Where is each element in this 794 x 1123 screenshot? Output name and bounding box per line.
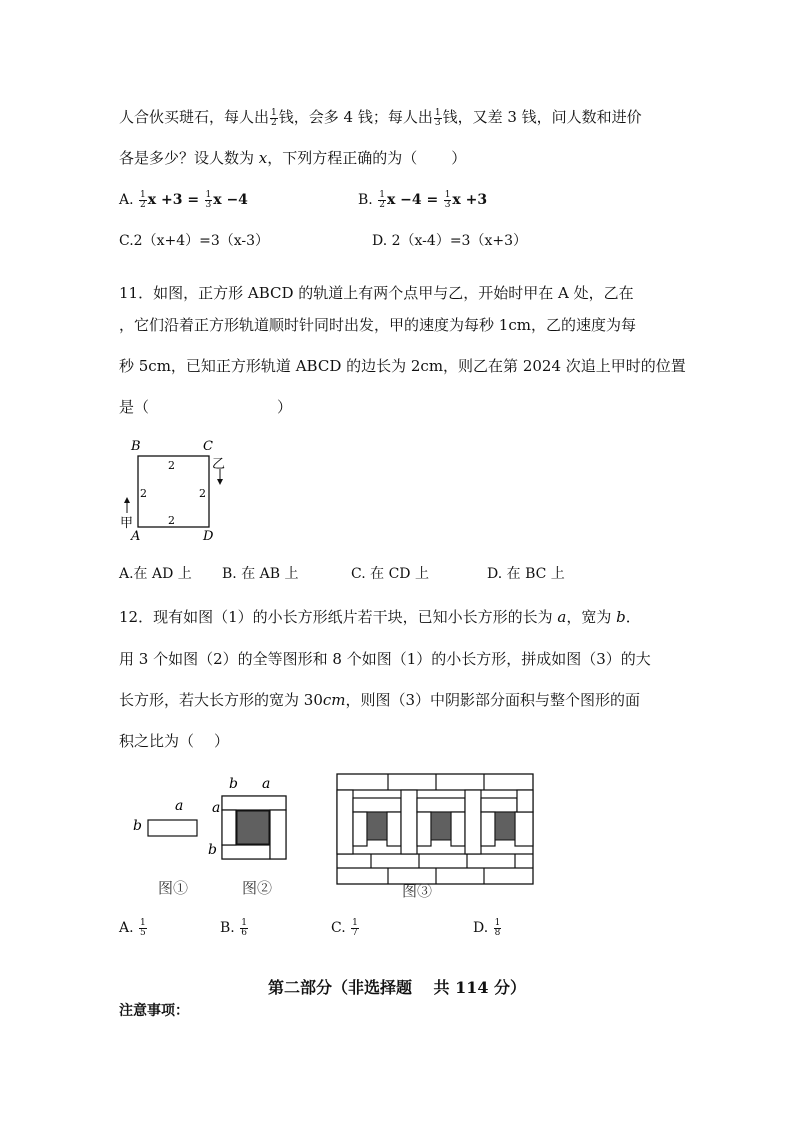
fig1-label-a: a [175,798,184,814]
left-strip [222,810,236,845]
fraction: $\frac{1}{2}$ [140,189,146,210]
shaded-square-2 [431,812,451,840]
point-jia-label: 甲 [120,516,134,531]
fraction: $\frac{1}{3}$ [205,189,212,210]
right-strip [270,810,286,859]
top-strip [222,796,286,810]
fig1-label-b: b [133,818,142,834]
shaded-square [237,811,269,844]
fraction: $\frac{1}{2}$ [379,189,385,210]
small-rectangle [148,820,197,836]
fraction: $\frac{1}{6}$ [241,917,247,938]
q12-option-c[interactable]: C. $\frac{1}{7}$ [331,917,358,938]
q11-option-d[interactable]: D. 在 BC 上 [487,566,565,582]
side-bottom-length: 2 [168,514,175,527]
side-top-length: 2 [168,459,175,472]
q11-option-c[interactable]: C. 在 CD 上 [351,566,429,582]
label-B: B [131,439,141,454]
q11-option-b[interactable]: B. 在 AB 上 [222,566,299,582]
part2-heading: 第二部分（非选择题 共 114 分） [267,978,527,997]
q12-figure-1 [130,790,210,900]
fig1-caption: 图① [158,879,189,897]
q12-option-a[interactable]: A. $\frac{1}{5}$ [119,917,146,938]
q12-line1: 12．现有如图（1）的小长方形纸片若干块，已知小长方形的长为 a，宽为 b． [119,608,641,626]
q11-line2: ，它们沿着正方形轨道顺时针同时出发，甲的速度为每秒 1cm，乙的速度为每 [119,316,636,334]
shaded-square-1 [367,812,387,840]
q12-figure-2 [205,770,295,900]
q11-option-a[interactable]: A.在 AD 上 [119,566,192,582]
fig2-label-b-left: b [208,842,217,858]
q11-line4: 是（ ） [119,398,293,416]
fraction: $\frac{1}{8}$ [494,917,501,938]
label-D: D [203,529,214,544]
q12-line4: 积之比为（ ） [119,732,230,750]
yi-arrowhead-icon [217,479,223,485]
fig2-label-b-top: b [229,776,238,792]
q10-option-d[interactable]: D. 2（x-4）=3（x+3） [372,233,527,249]
q11-line1: 11．如图，正方形 ABCD 的轨道上有两个点甲与乙，开始时甲在 A 处，乙在 [119,284,634,302]
bottom-strip [222,845,270,859]
q12-option-d[interactable]: D. $\frac{1}{8}$ [473,917,501,938]
point-yi-label: 乙 [212,457,226,472]
q10-option-c[interactable]: C.2（x+4）=3（x-3） [119,233,270,249]
q12-figure-3 [330,766,540,900]
q12-option-b[interactable]: B. $\frac{1}{6}$ [220,917,247,938]
fraction-one-half: $\frac{1}{2}$ [271,107,277,128]
q11-square-track-figure [110,433,240,545]
fraction: $\frac{1}{5}$ [140,917,146,938]
fig2-label-a-top: a [262,776,271,792]
fraction: $\frac{1}{7}$ [352,917,358,938]
label-A: A [131,529,141,544]
fraction-one-third: $\frac{1}{3}$ [434,107,441,128]
q12-line2: 用 3 个如图（2）的全等图形和 8 个如图（1）的小长方形，拼成如图（3）的大 [119,650,651,668]
fig3-caption: 图③ [402,882,433,900]
label-C: C [203,439,213,454]
side-right-length: 2 [199,487,206,500]
jia-arrowhead-icon [124,497,130,503]
notice-label: 注意事项： [119,1003,189,1019]
shaded-square-3 [495,812,515,840]
side-left-length: 2 [140,487,147,500]
q10-line1: 人合伙买琎石，每人出 $\frac{1}{2}$ 钱，会多 4 钱；每人出 $\frac{1}{3}$ 钱，又差 3 钱，问人数和进价 [119,107,642,128]
q11-line3: 秒 5cm，已知正方形轨道 ABCD 的边长为 2cm，则乙在第 2024 次追上甲时的位置 [119,357,686,375]
fraction: $\frac{1}{3}$ [444,189,451,210]
q10-option-b[interactable]: B. $\frac{1}{2}$ x −4 = $\frac{1}{3}$ x +3 [358,189,488,210]
q10-line2: 各是多少？设人数为 x，下列方程正确的为（ ） [119,149,467,167]
fig2-label-a-left: a [212,800,221,816]
fig2-caption: 图② [242,879,273,897]
q12-line3: 长方形，若大长方形的宽为 30cm，则图（3）中阴影部分面积与整个图形的面 [119,691,641,709]
q10-option-a[interactable]: A. $\frac{1}{2}$ x +3 = $\frac{1}{3}$ x −4 [119,189,248,210]
